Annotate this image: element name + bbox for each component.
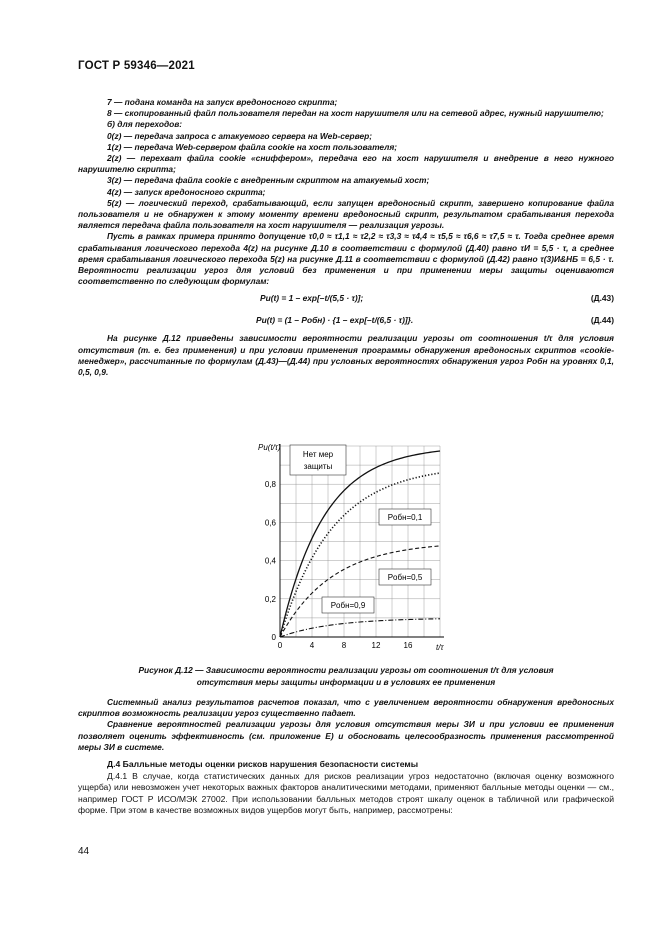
y-tick-label: 0	[271, 633, 276, 642]
x-tick-label: 16	[403, 641, 413, 650]
figure-intro-paragraph: На рисунке Д.12 приведены зависимости вероятности реализации угрозы от соотношения t/τ для условия отсутствия (т. е. без применения) и при условии применения программы обнаружения вредоносных скриптов «cookie-менеджер», рассчитанные по формулам (Д.43)—(Д.44) при условных вероятностях обнаружения угроз Pобн на уровнях 0,1, 0,5, 0,9.	[78, 333, 614, 378]
y-tick-label: 0,6	[264, 518, 276, 528]
annotation-p09-text: Pобн=0,9	[330, 601, 366, 610]
section-paragraph: Д.4.1 В случае, когда статистических данных для рисков реализации угроз недостаточно (включая оценку возможного ущерба) или невозможен учет некоторых важных факторов аналитическими методами, применяют балльные методы оценки — см., например ГОСТ Р ИСО/МЭК 27002. При использовании балльных методов строят шкалу оценок в табличной или графической форме. При этом в качестве возможных видов ущербов могут быть, например, рассмотрены:	[78, 771, 614, 815]
annotation-p05	[379, 569, 431, 585]
section-d4	[78, 759, 614, 816]
transition-4z: 4(z) — запуск вредоносного скрипта;	[107, 186, 266, 197]
analysis-paragraph: Системный анализ результатов расчетов показал, что с увеличением вероятности обнаружения вредоносных скриптов возможность реализации угроз существенно падает.	[78, 697, 614, 719]
probability-chart	[240, 438, 455, 666]
transition-5z: 5(z) — логический переход, срабатывающий, если запущен вредоносный скрипт, завершено копирование файла пользователя и не обнаружен к этому моменту времени вредоносный скрипт, результатом срабатывания перехода является передача файла пользователя на хост нарушителя — реализация угрозы.	[78, 197, 614, 231]
annotation-no-protection-line2: защиты	[303, 462, 333, 471]
example-paragraph: Пусть в рамках примера принято допущение τ0,0 ≈ τ1,1 ≈ τ2,2 ≈ τ3,3 ≈ τ4,4 ≈ τ5,5 ≈ τ6,6 ≈ τ7,5 ≈ τ. Тогда среднее время срабатывания логического перехода 4(z) на рисунке Д.10 в соответствии с формулой (Д.40) равно τИ = 5,5 · τ, а среднее время срабатывания логического перехода 5(z) на рисунке Д.11 в соответствии с формулой (Д.42) равно τ(3)И&НБ = 6,5 · τ. Вероятности реализации угроз для условий без применения и при применении меры защиты оцениваются соответственно по следующим формулам:	[78, 231, 614, 287]
annotation-p01-text: Pобн=0,1	[387, 513, 423, 522]
comparison-paragraph: Сравнение вероятностей реализации угрозы для условия отсутствия меры ЗИ и при условии ее применения позволяет оценить эффективность (см. приложение Е) и обосновать целесообразность применения рассмотренной меры ЗИ в системе.	[78, 719, 614, 752]
transition-1z: 1(z) — передача Web-сервером файла cookie на хост пользователя;	[107, 141, 398, 152]
annotation-p09	[322, 597, 374, 613]
x-tick-label: 4	[309, 641, 315, 650]
x-tick-label: 12	[371, 641, 381, 650]
formula-d43	[78, 289, 614, 309]
list-item-8: 8 — скопированный файл пользователя передан на хост нарушителя или на сетевой адрес, нужный нарушителю;	[107, 108, 604, 119]
list-item-transitions: б) для переходов:	[107, 119, 183, 130]
transition-0z: 0(z) — передача запроса с атакуемого сервера на Web-сервер;	[107, 130, 373, 141]
formula-d44	[78, 311, 614, 331]
formula-d44-number: (Д.44)	[590, 315, 614, 326]
y-tick-label: 0,2	[264, 594, 276, 604]
figure-caption-line1: Рисунок Д.12 — Зависимости вероятности реализации угрозы от соотношения t/τ для условия	[138, 665, 554, 675]
figure-caption	[78, 664, 614, 688]
formula-d43-number: (Д.43)	[590, 293, 614, 304]
document-header: ГОСТ Р 59346—2021	[78, 60, 195, 72]
document-body	[78, 97, 614, 378]
y-axis-label: Pu(t/τ)	[258, 443, 281, 452]
analysis-block	[78, 697, 614, 753]
x-tick-label: 8	[341, 641, 347, 650]
formula-d44-text: Pu(t) = (1 – Pобн) · {1 – exp[–t/(6,5 · τ)]}.	[256, 315, 414, 326]
x-tick-label: 0	[277, 641, 283, 650]
section-title: Д.4 Балльные методы оценки рисков нарушения безопасности системы	[107, 759, 419, 769]
annotation-p01	[379, 509, 431, 525]
y-tick-label: 0,8	[264, 480, 276, 490]
figure-caption-line2: отсутствия меры защиты информации и в условиях ее применения	[196, 677, 496, 687]
annotation-p05-text: Pобн=0,5	[387, 573, 423, 582]
transition-3z: 3(z) — передача файла cookie с внедренным скриптом на атакуемый хост;	[107, 175, 430, 186]
formula-d43-text: Pu(t) = 1 – exp[–t/(5,5 · τ)];	[260, 293, 364, 304]
list-item-7: 7 — подана команда на запуск вредоносного скрипта;	[107, 97, 338, 107]
annotation-no-protection-line1: Нет мер	[302, 450, 334, 459]
y-tick-label: 0,4	[264, 556, 276, 566]
transition-2z: 2(z) — перехват файла cookie «сниффером», передача его на хост нарушителя и внедрение в него нужного нарушителю скрипта;	[78, 153, 614, 175]
x-axis-label: t/τ	[436, 643, 444, 652]
annotation-no-protection	[290, 445, 346, 475]
page-number: 44	[78, 846, 90, 857]
